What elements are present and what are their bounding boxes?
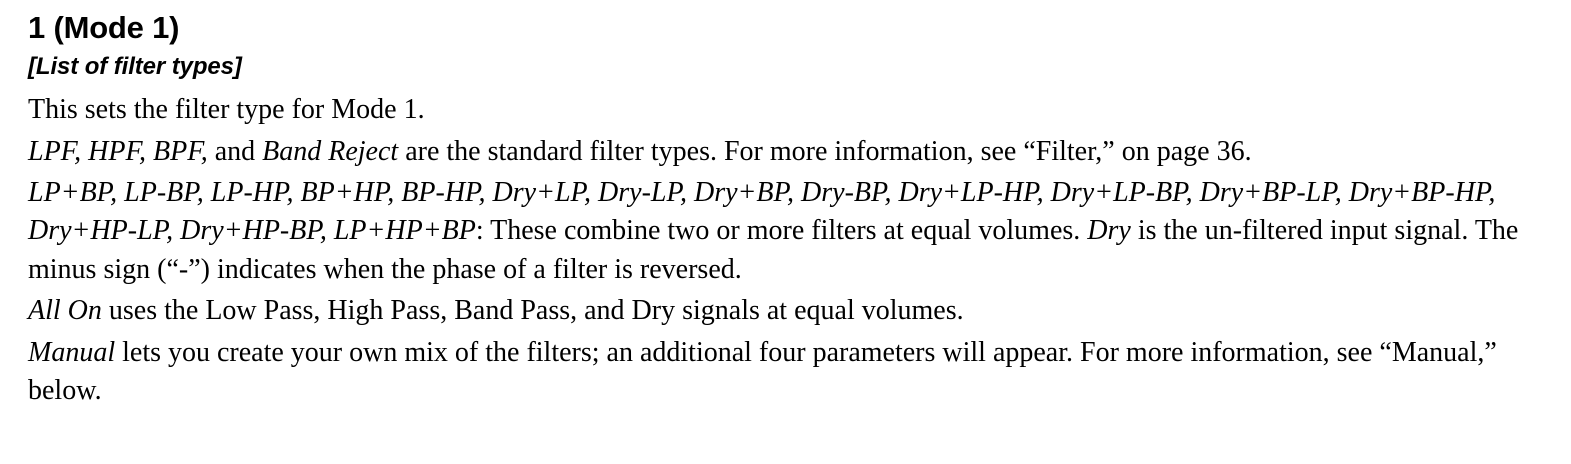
combined-filter-list: LP+BP, LP-BP, LP-HP, BP+HP, BP-HP, Dry+LP, Dry-LP, Dry+BP, Dry-BP, Dry+LP-HP, Dry+LP-BP, Dry+BP-LP, Dry+BP-HP, Dry+HP-LP, Dry+HP-BP, LP+HP+BP (28, 177, 1496, 247)
page-title: 1 (Mode 1) (28, 10, 180, 45)
all-on-text: uses the Low Pass, High Pass, Band Pass, and Dry signals at equal volumes. (101, 295, 964, 327)
paragraph-standard-types (28, 133, 1557, 171)
paragraph-combined-types (28, 174, 1557, 289)
combined-types-tail: is the un-filtered input signal. The minus sign (“-”) indicates when the phase of a filter is reversed. (28, 215, 1519, 285)
standard-filter-list: LPF, HPF, BPF, (28, 135, 208, 167)
combined-types-text: : These combine two or more filters at equal volumes. (475, 215, 1088, 247)
manual-text: lets you create your own mix of the filters; an additional four parameters will appear. For more information, see “Manual,” below. (28, 336, 1497, 406)
page-subtitle: [List of filter types] (28, 52, 242, 80)
standard-conjunction: and (207, 135, 263, 167)
paragraph-intro (28, 91, 1557, 129)
all-on-term: All On (28, 295, 102, 327)
paragraph-manual (28, 334, 1557, 411)
paragraph-all-on (28, 292, 1557, 330)
manual-term: Manual (28, 336, 116, 368)
dry-term: Dry (1087, 215, 1131, 247)
band-reject-term: Band Reject (262, 135, 399, 167)
paragraph-intro-text: This sets the filter type for Mode 1. (28, 94, 425, 126)
standard-types-tail: are the standard filter types. For more information, see “Filter,” on page 36. (398, 135, 1252, 167)
